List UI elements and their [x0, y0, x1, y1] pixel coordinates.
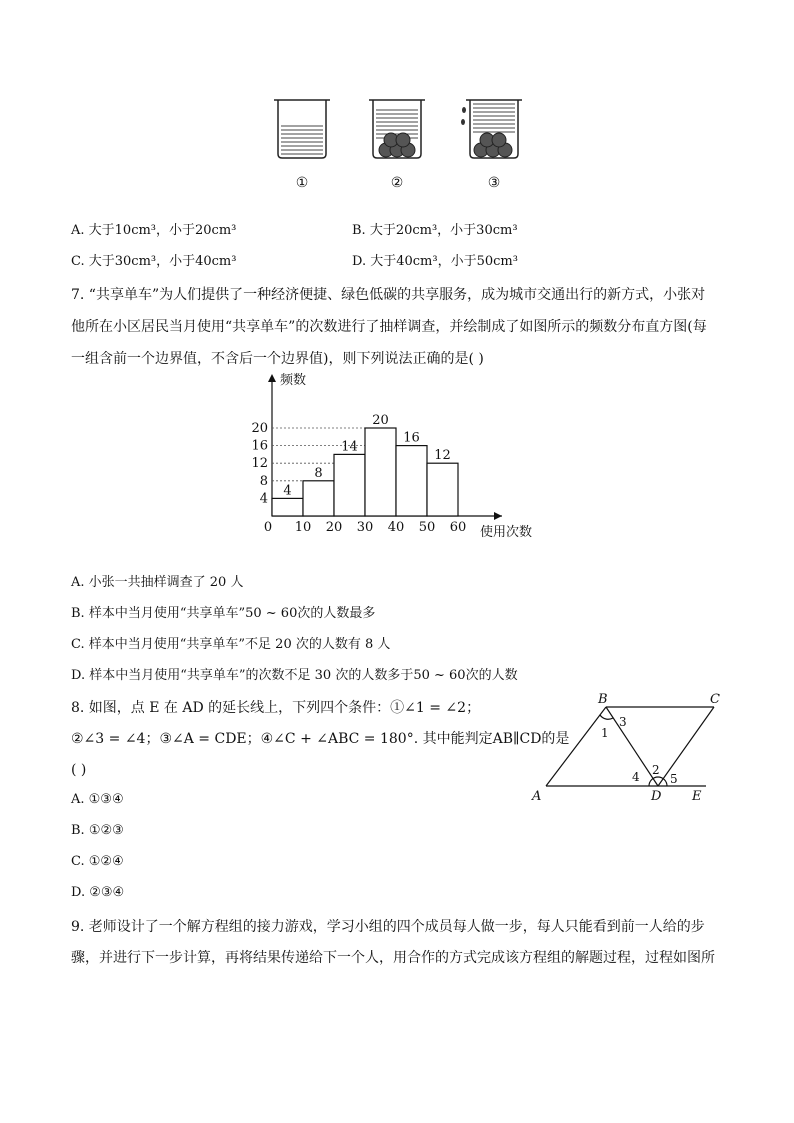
beaker-2: [369, 100, 425, 158]
angle-5-label: 5: [670, 772, 678, 786]
q7-option-b[interactable]: B. 样本中当月使用“共享单车”50 ~ 60次的人数最多: [71, 606, 376, 621]
histogram-bar: [365, 428, 396, 516]
q8-option-c[interactable]: C. ①②④: [71, 854, 124, 869]
point-a-label: A: [532, 789, 542, 804]
parallelogram-figure: [530, 692, 730, 808]
q7-stem-line-1: 7. “共享单车”为人们提供了一种经济便捷、绿色低碳的共享服务，成为城市交通出行的新方式，小张对: [71, 287, 706, 303]
bar-value-label: 16: [403, 430, 420, 446]
x-tick-label: 0: [263, 520, 273, 535]
bar-value-label: 14: [341, 439, 358, 455]
x-tick-label: 50: [418, 520, 436, 535]
bar-value-label: 4: [283, 483, 292, 499]
y-tick-label: 16: [251, 438, 268, 454]
segment-ab: [546, 707, 606, 786]
q8-stem-line-3: ( ): [71, 762, 87, 778]
x-tick-label: 30: [356, 520, 374, 535]
q9-stem-line-1: 9. 老师设计了一个解方程组的接力游戏，学习小组的四个成员每人做一步，每人只能看到前一人给的步: [71, 919, 705, 935]
beaker-figure: [260, 92, 540, 198]
x-tick-label: 10: [294, 520, 312, 535]
q7-stem-line-2: 他所在小区居民当月使用“共享单车”的次数进行了抽样调查，并绘制成了如图所示的频数分布直方图(每: [71, 319, 707, 335]
histogram-bar: [334, 454, 365, 516]
q8-option-d[interactable]: D. ②③④: [71, 885, 125, 900]
y-tick-label: 12: [251, 456, 268, 472]
q8-option-a[interactable]: A. ①③④: [71, 792, 124, 807]
y-axis-label: 频数: [280, 373, 307, 388]
x-axis-label: 使用次数: [480, 525, 533, 540]
y-tick-label: 4: [259, 491, 268, 507]
point-c-label: C: [710, 692, 720, 707]
segment-dc: [658, 707, 714, 786]
point-b-label: B: [598, 692, 608, 707]
angle-4-label: 4: [632, 770, 640, 784]
q7-option-a[interactable]: A. 小张一共抽样调查了 20 人: [71, 575, 244, 590]
q6-option-a[interactable]: A. 大于10cm³，小于20cm³: [71, 223, 237, 238]
x-axis-arrow-icon: [494, 512, 502, 520]
x-tick-label: 60: [449, 520, 467, 535]
y-tick-label: 20: [251, 421, 268, 436]
water-drops-icon: [461, 107, 466, 125]
q7-stem-line-3: 一组含前一个边界值，不含后一个边界值)，则下列说法正确的是( ): [71, 351, 484, 367]
q7-option-c[interactable]: C. 样本中当月使用“共享单车”不足 20 次的人数有 8 人: [71, 637, 391, 652]
point-e-label: E: [692, 789, 702, 804]
point-d-label: D: [651, 789, 662, 804]
beaker-label-1: ①: [295, 175, 309, 191]
q8-stem-line-2: ②∠3 = ∠4；③∠A = CDE；④∠C + ∠ABC = 180°. 其中能判定AB∥CD的是: [71, 731, 570, 747]
angle-3-label: 3: [619, 715, 627, 729]
x-tick-label: 20: [325, 520, 343, 535]
x-tick-label: 40: [387, 520, 405, 535]
q6-option-b[interactable]: B. 大于20cm³，小于30cm³: [352, 223, 518, 238]
q6-option-c[interactable]: C. 大于30cm³，小于40cm³: [71, 254, 237, 269]
histogram-bar: [396, 446, 427, 516]
q8-option-b[interactable]: B. ①②③: [71, 823, 124, 838]
bar-value-label: 20: [372, 413, 389, 428]
beaker-1: [274, 100, 330, 158]
beaker-label-2: ②: [390, 175, 404, 191]
histogram-bar: [272, 498, 303, 516]
q9-stem-line-2: 骤，并进行下一步计算，再将结果传递给下一个人，用合作的方式完成该方程组的解题过程，过程如图所: [71, 950, 715, 966]
y-tick-label: 8: [259, 473, 268, 489]
q6-option-d[interactable]: D. 大于40cm³，小于50cm³: [352, 254, 518, 269]
histogram-bar: [427, 463, 458, 516]
frequency-histogram: [250, 368, 550, 548]
beaker-3: [461, 100, 522, 158]
angle-arc-d: [649, 777, 667, 786]
q7-option-d[interactable]: D. 样本中当月使用“共享单车”的次数不足 30 次的人数多于50 ~ 60次的人数: [71, 668, 518, 683]
angle-2-label: 2: [652, 763, 660, 777]
y-axis-arrow-icon: [268, 374, 276, 382]
histogram-bar: [303, 481, 334, 516]
bar-value-label: 8: [314, 465, 323, 481]
bar-value-label: 12: [434, 448, 451, 464]
q8-stem-line-1: 8. 如图，点 E 在 AD 的延长线上，下列四个条件：①∠1 = ∠2；: [71, 700, 481, 716]
angle-1-label: 1: [601, 726, 609, 740]
beaker-label-3: ③: [487, 175, 501, 191]
